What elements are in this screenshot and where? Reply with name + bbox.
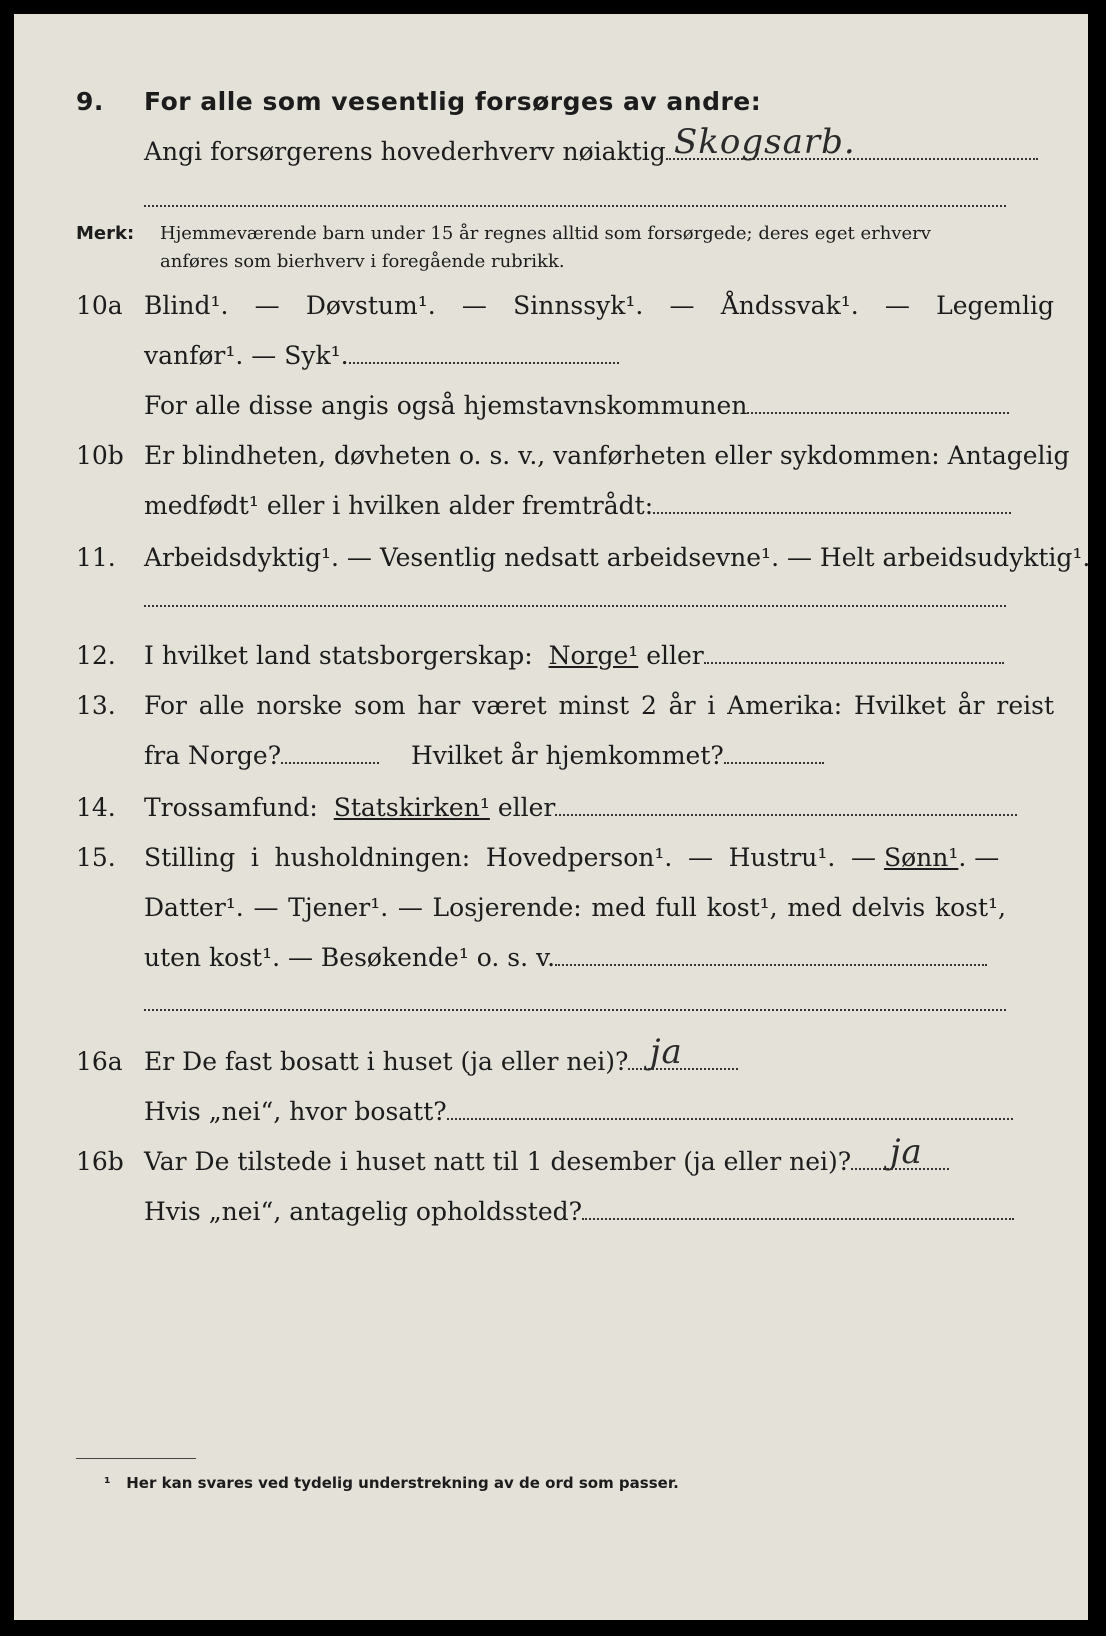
q11-number: 11.: [76, 543, 116, 572]
q11-row: [76, 542, 1091, 574]
q16a-residence-line: [447, 1117, 1013, 1120]
q15-line-3: uten kost¹. — Besøkende¹ o. s. v.: [144, 943, 556, 972]
note-label: Merk:: [76, 223, 135, 244]
q16a-answer-line: [628, 1067, 738, 1070]
q10b-number: 10b: [76, 441, 124, 470]
q14-row: [76, 792, 1066, 824]
q12-suffix: eller: [646, 641, 704, 670]
q15-line-1a: Stilling i husholdningen: Hovedperson¹. — Hustru¹. —: [144, 843, 876, 872]
footnote-mark: ¹: [104, 1474, 111, 1492]
q14-option-statskirken: Statskirken¹: [333, 793, 490, 822]
q16a-row-2: [144, 1096, 1013, 1128]
q15-other-line: [555, 963, 987, 966]
q12-number: 12.: [76, 641, 116, 670]
q16b-location-line: [582, 1217, 1014, 1220]
q10a-line-2: vanfør¹. — Syk¹.: [144, 341, 349, 370]
q12-answer-line: [704, 661, 1004, 664]
q13-line-1: For alle norske som har været minst 2 år i Amerika: Hvilket år reist: [144, 691, 1054, 720]
q10a-municipality-line: [747, 411, 1009, 414]
q10b-line-2: medfødt¹ eller i hvilken alder fremtrådt:: [144, 491, 654, 520]
q13-line-2a: fra Norge?: [144, 741, 282, 770]
q10a-line-3: For alle disse angis også hjemstavnskommunen: [144, 391, 748, 420]
footnote-separator: [76, 1458, 196, 1459]
footnote-text: Her kan svares ved tydelig understrekning av de ord som passer.: [126, 1474, 679, 1492]
q12-text: I hvilket land statsborgerskap:: [144, 641, 533, 670]
q10a-row-3: [144, 390, 1009, 422]
q13-line-2b: Hvilket år hjemkommet?: [410, 741, 724, 770]
footnote: [104, 1474, 679, 1492]
q11-line-1: Arbeidsdyktig¹. — Vesentlig nedsatt arbeidsevne¹. — Helt arbeidsudyktig¹.: [144, 543, 1091, 572]
q16b-number: 16b: [76, 1147, 124, 1176]
note-line-1: Hjemmeværende barn under 15 år regnes alltid som forsørgede; deres eget erhverv: [160, 223, 931, 244]
q12-row: [76, 640, 1066, 672]
q15-row-3: [144, 942, 987, 974]
q13-row-1: [76, 690, 1066, 722]
q16b-line-2: Hvis „nei“, antagelig opholdssted?: [144, 1197, 583, 1226]
q10a-row-2: [144, 340, 619, 372]
q13-number: 13.: [76, 691, 116, 720]
q10a-line-1: Blind¹. — Døvstum¹. — Sinnssyk¹. — Åndssvak¹. — Legemlig: [144, 291, 1054, 320]
q14-number: 14.: [76, 793, 116, 822]
q16b-row-2: [144, 1196, 1014, 1228]
q14-answer-line: [555, 813, 1017, 816]
q9-title: For alle som vesentlig forsørges av andre:: [144, 87, 762, 116]
q15-row-1: [76, 842, 1066, 874]
q13-row-2: [144, 740, 824, 772]
q15-number: 15.: [76, 843, 116, 872]
q15-option-sonn: Sønn¹: [883, 843, 959, 872]
q10a-row-1: [76, 290, 1066, 322]
q10b-row-1: [76, 440, 1070, 472]
q12-option-norge: Norge¹: [548, 641, 639, 670]
q9-title-row: [76, 86, 1066, 118]
q10a-number: 10a: [76, 291, 123, 320]
q15-line-1c: . —: [958, 843, 1000, 872]
q10b-age-line: [653, 511, 1011, 514]
q9-extra-line: [144, 204, 1006, 207]
note-block: [76, 220, 931, 248]
q16b-handwritten-answer: ja: [890, 1132, 923, 1172]
q10b-line-1: Er blindheten, døvheten o. s. v., vanførheten eller sykdommen: Antagelig: [144, 441, 1070, 470]
q16b-line-1: Var De tilstede i huset natt til 1 desember (ja eller nei)?: [144, 1147, 852, 1176]
q15-row-2: [144, 892, 1006, 924]
q10b-row-2: [144, 490, 1011, 522]
q14-text: Trossamfund:: [144, 793, 318, 822]
note-line-2-row: [160, 248, 565, 276]
q16a-line-1: Er De fast bosatt i huset (ja eller nei)?: [144, 1047, 629, 1076]
q16a-number: 16a: [76, 1047, 123, 1076]
note-line-2: anføres som bierhverv i foregående rubrikk.: [160, 251, 565, 272]
q15-line-2: Datter¹. — Tjener¹. — Losjerende: med full kost¹, med delvis kost¹,: [144, 893, 1006, 922]
q15-extra-line: [144, 1008, 1006, 1011]
q16a-handwritten-answer: ja: [650, 1032, 683, 1072]
q9-handwritten-answer: Skogsarb.: [674, 122, 856, 162]
q16a-row-1: [76, 1046, 1066, 1078]
q13-left-year-line: [281, 761, 379, 764]
q9-prompt-text-row: [144, 136, 1038, 168]
q14-suffix: eller: [497, 793, 556, 822]
census-form-page: [14, 14, 1091, 1620]
q9-prompt-text: Angi forsørgerens hovederhverv nøiaktig: [144, 137, 666, 166]
q16a-line-2: Hvis „nei“, hvor bosatt?: [144, 1097, 447, 1126]
q9-number: 9.: [76, 87, 104, 116]
q13-return-year-line: [724, 761, 824, 764]
q11-extra-line: [144, 604, 1006, 607]
q10a-sick-line: [349, 361, 619, 364]
